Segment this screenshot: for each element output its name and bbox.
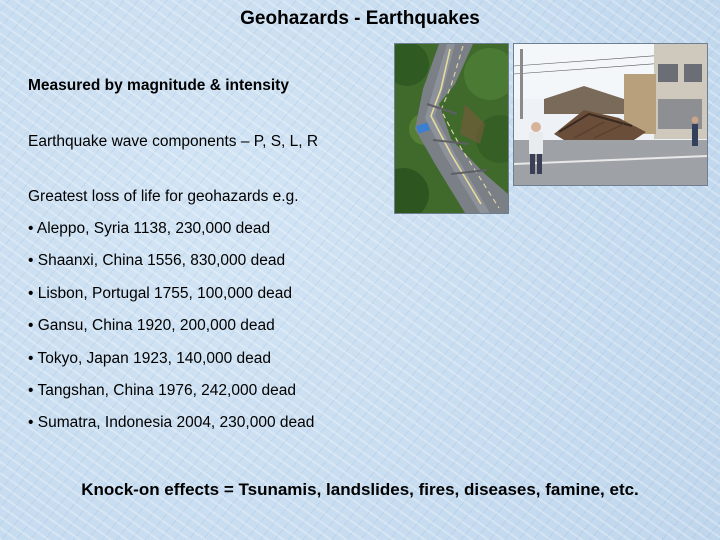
list-item: • Shaanxi, China 1556, 830,000 dead <box>28 252 286 270</box>
list-item: • Tokyo, Japan 1923, 140,000 dead <box>28 349 272 367</box>
list-item: • Aleppo, Syria 1138, 230,000 dead <box>28 220 271 237</box>
list-item: • Tangshan, China 1976, 242,000 dead <box>28 381 297 399</box>
list-item: • Sumatra, Indonesia 2004, 230,000 dead <box>28 414 315 432</box>
measured-heading: Measured by magnitude & intensity <box>28 77 289 94</box>
knock-on-effects: Knock-on effects = Tsunamis, landslides, fires, diseases, famine, etc. <box>81 480 639 499</box>
wave-components-line: Earthquake wave components – P, S, L, R <box>28 133 319 150</box>
damaged-road-photo <box>394 43 509 214</box>
earthquake-list <box>28 219 314 446</box>
list-item: • Lisbon, Portugal 1755, 100,000 dead <box>28 284 292 302</box>
loss-intro-line: Greatest loss of life for geohazards e.g. <box>28 188 299 205</box>
page-title: Geohazards - Earthquakes <box>240 8 480 29</box>
collapsed-house-photo <box>513 43 708 186</box>
list-item: • Gansu, China 1920, 200,000 dead <box>28 317 275 335</box>
